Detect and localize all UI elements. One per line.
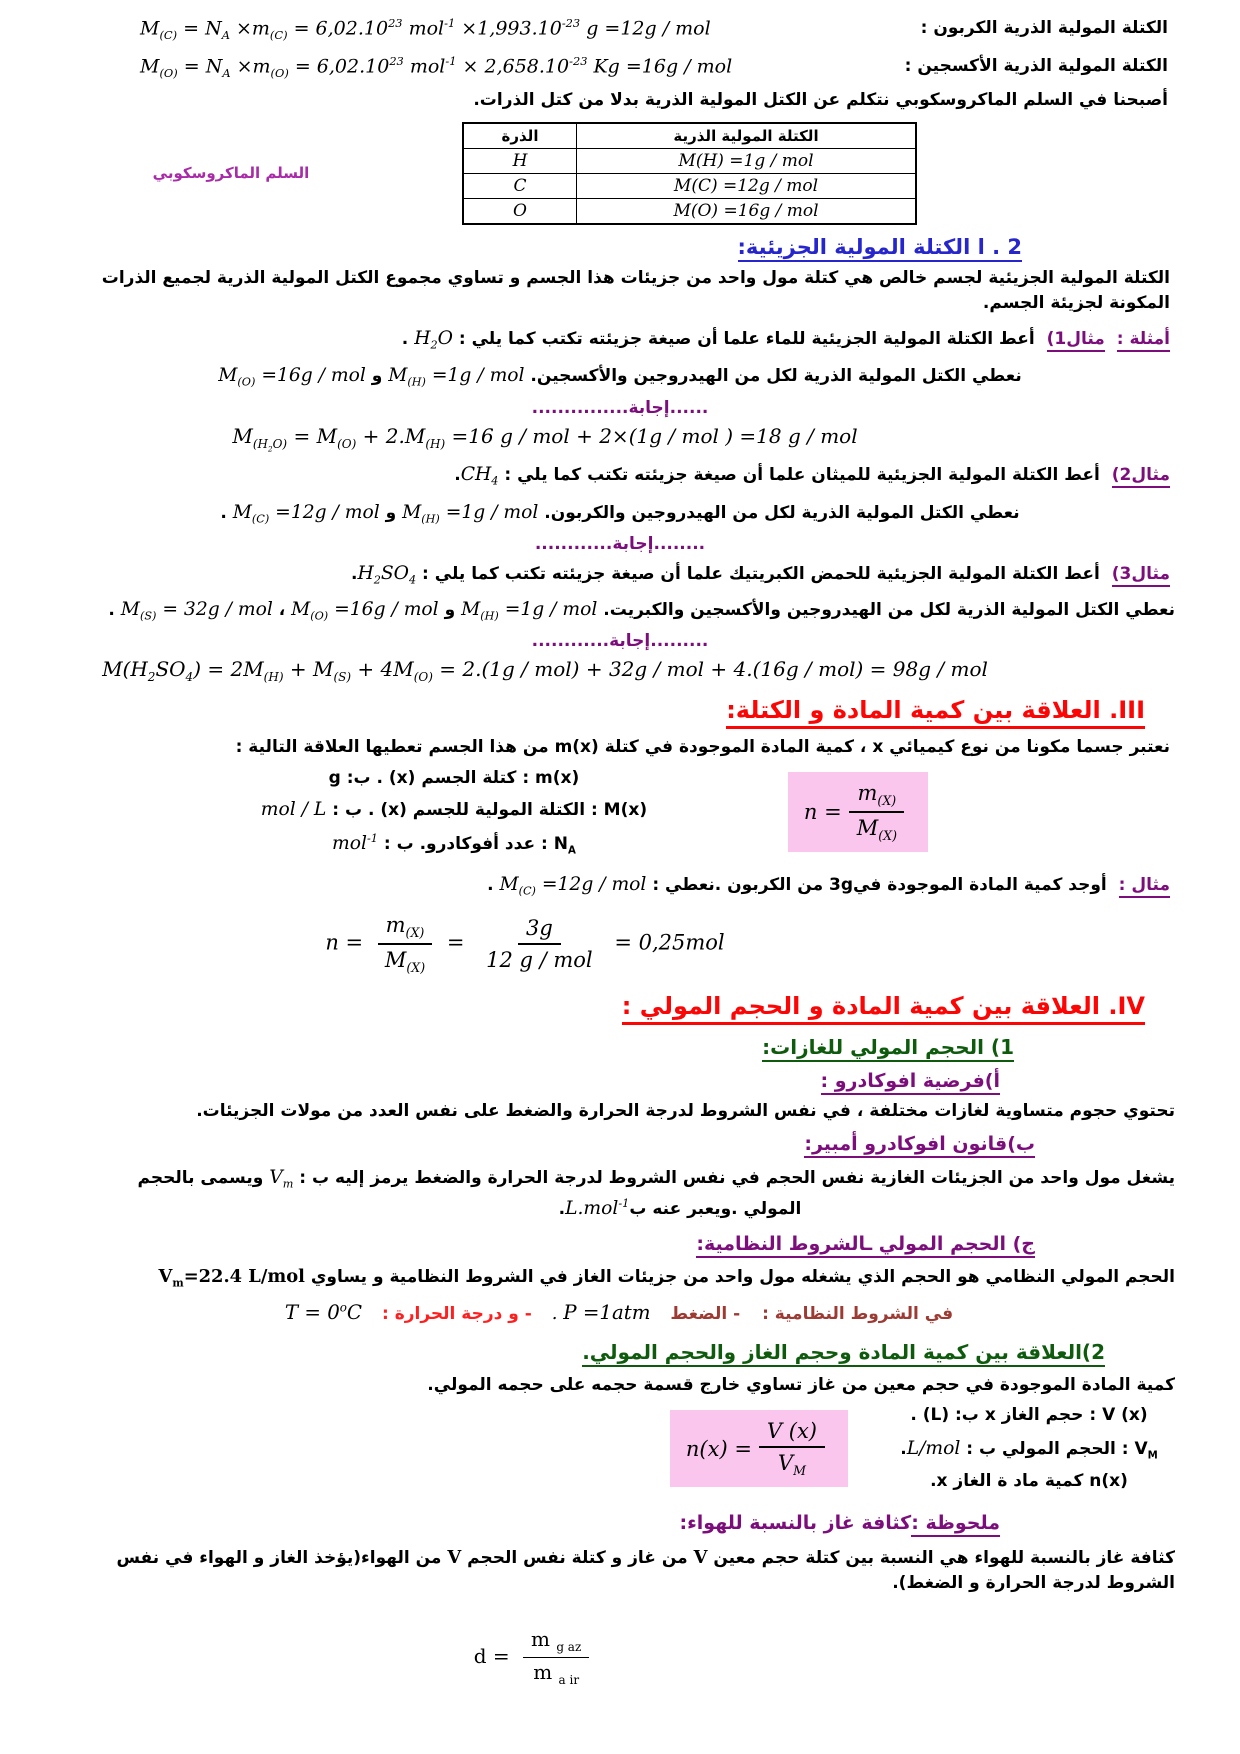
- formula-fraction: [759, 1418, 825, 1479]
- density-fraction: [523, 1627, 589, 1688]
- density-note-word: ملحوظة :: [911, 1512, 1000, 1537]
- mole-mass-formula-box: [788, 772, 928, 852]
- section4-heading-row: [0, 992, 1240, 1025]
- mass-definition: m(x) : كتلة الجسم (x) . ب: g: [328, 767, 580, 788]
- section4-definitions: [848, 1400, 1210, 1497]
- mass-cell: M(C) =12g / mol: [577, 173, 917, 198]
- carbon-molar-mass-formula: $M_{(C)} = N_A \times m_{(C)} = 6,02.10^{23}$ $mol^{-1} \times 1,993.10^{-23}$ g =12g / mol: [140, 15, 711, 43]
- avogadro-ampere-law-heading-row: [0, 1133, 1240, 1158]
- table-header-row: [463, 123, 916, 149]
- formula-fraction: [849, 780, 905, 844]
- equation-fraction-2: [478, 915, 601, 974]
- example1-answer-equation: $M_{(H_2O)} = M_{(O)} + 2.M_{(H)} =16$ g / mol + 2×(1g / mol ) =18 g / mol: [232, 423, 858, 454]
- section3-example: [0, 861, 1240, 901]
- normal-conditions-heading: ج) الحجم المولي ـالشروط النظامية:: [696, 1233, 1035, 1258]
- volume-relation-text: كمية المادة الموجودة في حجم معين من غاز تساوي خارج قسمة حجمه على حجمه المولي.: [427, 1374, 1175, 1395]
- fraction-numerator: 3g: [518, 915, 561, 945]
- molecular-molar-mass-intro: الكتلة المولية الجزيئية لجسم خالص هي كتلة مول واحد من جزيئات هذا الجسم و تساوي مجموع الكتل المولية الذرية لجميع الذرات المكونة لجزيئة الجسم.: [101, 267, 1170, 313]
- normal-molar-volume-text: الحجم المولي النظامي هو الحجم الذي يشغله مول واحد من جزيئات الغاز في الشروط النظامية و يساوي $V_m=22.4$ L/mol: [158, 1266, 1175, 1290]
- example1-given: نعطي الكتل المولية الذرية لكل من الهيدروجين والأكسجين. $M_{(H)} =1g$ / mol و $M_{(O)} =16g$ / mol: [218, 365, 1022, 389]
- examples-label: أمثلة :: [1117, 329, 1170, 352]
- example3-given: نعطي الكتل المولية الذرية لكل من الهيدروجين والأكسجين والكبريت. $M_{(H)} =1g$ / mol و $M_{(O)} =16g$ / mol ، $M_{(S)} = 32g$ / mol .: [108, 598, 1175, 623]
- table-row: [463, 148, 916, 173]
- molar-volume-definition: $V_M$ : الحجم المولي ب : L/mol.: [900, 1437, 1158, 1461]
- fraction-numerator: m $_{g az}$: [523, 1627, 589, 1658]
- section3-example-label: مثال :: [1119, 875, 1170, 898]
- scale-side: [0, 164, 462, 182]
- volume-relation-heading-row: [0, 1340, 1240, 1367]
- pressure-label: - الضغط: [670, 1303, 741, 1324]
- normal-conditions-heading-row: [0, 1233, 1240, 1258]
- example3-statement: [0, 554, 1240, 590]
- density-note-text: كثافة غاز بالنسبة للهواء هي النسبة بين كتلة حجم معين V من غاز و كتلة نفس الحجم V من الهواء(يؤخذ الغاز و الهواء في نفس الشروط لدرجة الحرارة و الضغط).: [116, 1546, 1175, 1594]
- fraction-denominator: $M_{(X)}$: [384, 948, 426, 976]
- fraction-denominator: $M_{(X)}$: [856, 815, 897, 843]
- gas-volume-definition: V (x) : حجم الغاز x ب: (L) .: [910, 1405, 1148, 1426]
- atom-cell: C: [463, 173, 577, 198]
- oxygen-molar-mass-formula: $M_{(O)} = N_A \times m_{(O)} = 6,02.10^{23}$ $mol^{-1} \times 2,658.10^{-23}$ Kg =16g / mol: [140, 53, 733, 81]
- avogadro-ampere-law-text-2: المولي .ويعبر عنه بL.mol$^{-1}$.: [558, 1197, 802, 1220]
- fraction-denominator: $V_M$: [777, 1451, 806, 1479]
- molecular-molar-mass-heading-row: [0, 235, 1240, 262]
- atomic-molar-mass-table: [462, 122, 917, 225]
- section3-definitions: [0, 763, 788, 861]
- example2-statement: [0, 453, 1240, 491]
- mass-cell: M(O) =16g / mol: [577, 198, 917, 224]
- section3-heading: III. العلاقة بين كمية المادة و الكتلة:: [726, 696, 1145, 729]
- section4-heading: IV. العلاقة بين كمية المادة و الحجم المولي :: [622, 992, 1145, 1025]
- mole-calculation-equation: [0, 912, 1240, 976]
- section3-intro: نعتبر جسما مكونا من نوع كيميائي x ، كمية المادة الموجودة في كتلة m(x) من هذا الجسم تعطيها العلاقة التالية :: [235, 737, 1170, 758]
- avogadro-hypothesis-text: تحتوي حجوم متساوية لغازات مختلفة ، في نفس الشروط لدرجة الحرارة والضغط على نفس العدد من مولات الجزيئات.: [196, 1101, 1175, 1122]
- amount-definition: n(x) كمية ماد ة الغاز x.: [930, 1471, 1128, 1492]
- molar-mass-definition: M(x) : الكتلة المولية للجسم (x) . ب : mol / L: [260, 799, 648, 821]
- section3-definitions-row: [0, 763, 1240, 861]
- atom-cell: O: [463, 198, 577, 224]
- oxygen-molar-mass-row: [0, 48, 1240, 86]
- example3-answer-equation: $M(H_2SO_4) = 2M_{(H)} + M_{(S)} + 4M_{(O)} = 2.(1g / mol) + 32g$ / mol + 4.(16g / mol) = 98g / mol: [102, 657, 988, 685]
- carbon-molar-mass-label: الكتلة المولية الذرية الكربون :: [920, 18, 1168, 39]
- fraction-numerator: V (x): [759, 1418, 825, 1448]
- atom-column-header: الذرة: [463, 123, 577, 149]
- section3-example-text: أوجد كمية المادة الموجودة في3g من الكربون .نعطي : $M_{(C)} =12g$ / mol .: [487, 873, 1107, 898]
- answer3-separator: .........إجابة............: [531, 631, 709, 652]
- carbon-molar-mass-row: [0, 10, 1240, 48]
- mole-volume-formula-box: [670, 1410, 848, 1487]
- equation-lhs: n =: [325, 930, 364, 955]
- avogadro-ampere-law-text: يشغل مول واحد من الجزيئات الغازية نفس الحجم في نفس الشروط لدرجة الحرارة والضغط يرمز إليه ب : $V_m$ ويسمى بالحجم: [137, 1166, 1175, 1191]
- temperature-label: - و درجة الحرارة :: [381, 1303, 532, 1324]
- example1-text: أعط الكتلة المولية الجزيئية للماء علما أن صيغة جزيئته تكتب كما يلي : $H_2O$ .: [401, 327, 1035, 352]
- table-row: [463, 198, 916, 224]
- fraction-numerator: $m_{(X)}$: [378, 912, 433, 945]
- atom-cell: H: [463, 148, 577, 173]
- mass-cell: M(H) =1g / mol: [577, 148, 917, 173]
- temperature-value: $T = 0^oC$: [284, 1300, 363, 1324]
- pressure-value: P =1atm .: [551, 1300, 651, 1324]
- equals-sign: =: [446, 930, 465, 955]
- example1-statement: [0, 317, 1240, 355]
- table-row: [463, 173, 916, 198]
- oxygen-molar-mass-label: الكتلة المولية الذرية الأكسجين :: [904, 56, 1168, 77]
- density-equation: [0, 1627, 1240, 1688]
- answer1-separator: ......إجابة...............: [531, 397, 709, 418]
- density-note-rest: كثافة غاز بالنسبة للهواء:: [679, 1511, 912, 1534]
- section3-heading-row: [0, 696, 1240, 729]
- molar-volume-subheading: 1) الحجم المولي للغازات:: [762, 1035, 1014, 1062]
- avogadro-ampere-law-heading: ب)قانون افوكادرو أمبير:: [804, 1133, 1035, 1158]
- example2-given: نعطي الكتل المولية الذرية لكل من الهيدروجين والكربون. $M_{(H)} =1g$ / mol و $M_{(C)} =12g$ / mol .: [220, 501, 1020, 526]
- density-note-heading-row: [0, 1512, 1240, 1537]
- equation-lhs: d =: [473, 1643, 510, 1668]
- molar-volume-subheading-row: [0, 1035, 1240, 1062]
- example3-label: مثال3): [1112, 564, 1170, 587]
- answer2-separator: ........إجابة............: [534, 534, 706, 555]
- section4-definitions-row: [0, 1400, 1240, 1497]
- avogadro-number-definition: $N_A$ : عدد أفوكادرو. ب : mol$^{-1}$: [332, 831, 576, 857]
- macroscopic-note: أصبحنا في السلم الماكروسكوبي نتكلم عن الكتل المولية الذرية بدلا من كتل الذرات.: [473, 90, 1168, 110]
- example2-label: مثال2): [1112, 465, 1170, 488]
- normal-conditions-line: [0, 1298, 1240, 1328]
- fraction-denominator: m $_{a ir}$: [533, 1659, 580, 1687]
- macroscopic-scale-label: السلم الماكروسكوبي: [152, 164, 310, 182]
- equation-result: = 0,25mol: [614, 930, 725, 955]
- fraction-denominator: 12 g / mol: [486, 948, 593, 973]
- mass-column-header: الكتلة المولية الذرية: [577, 123, 917, 149]
- volume-relation-heading: 2)العلاقة بين كمية المادة وحجم الغاز والحجم المولي.: [582, 1340, 1105, 1367]
- example2-text: أعط الكتلة المولية الجزيئية للميثان علما أن صيغة جزيئته تكتب كما يلي : $CH_4$.: [454, 464, 1100, 488]
- formula-lhs: n =: [803, 799, 842, 824]
- conditions-label: في الشروط النظامية :: [762, 1303, 954, 1324]
- molecular-molar-mass-heading: 2 . ا الكتلة المولية الجزيئية:: [738, 235, 1023, 262]
- example3-text: أعط الكتلة المولية الجزيئية للحمض الكبريتيك علما أن صيغة جزيئته تكتب كما يلي : $H_2SO_4$.: [350, 563, 1100, 587]
- formula-lhs: n(x) =: [685, 1436, 752, 1461]
- fraction-numerator: $m_{(X)}$: [849, 780, 904, 813]
- atomic-molar-mass-block: [0, 122, 1240, 225]
- avogadro-hypothesis-heading: أ)فرضية افوكادرو :: [821, 1070, 1000, 1095]
- avogadro-hypothesis-heading-row: [0, 1070, 1240, 1095]
- example1-label: مثال1): [1047, 329, 1105, 352]
- equation-fraction-1: [377, 912, 433, 976]
